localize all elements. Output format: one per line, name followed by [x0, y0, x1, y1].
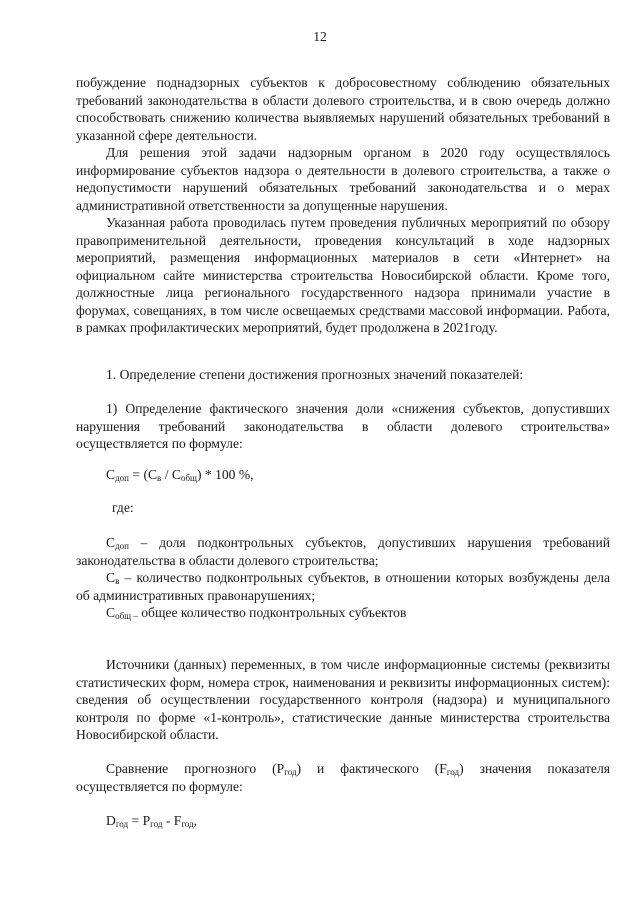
section-heading-1: 1. Определение степени достижения прогнозных значений показателей:: [106, 367, 524, 382]
where-label: где:: [112, 500, 134, 515]
page-number: 12: [313, 29, 327, 44]
paragraph-3: Указанная работа проводилась путем проведения публичных мероприятий по обзору правоприменительной деятельности, проведения консультаций в ходе надзорных мероприятий, размещения информационных материалов в сети «Интернет» на официальном сайте министерства строительства Новосибирской области. Кроме того, должностные лица регионального государственного надзора принимали участие в форумах, совещаниях, в том числе освещаемых средствами массовой информации. Работа, в рамках профилактических мероприятий, будет продолжена в 2021году.: [76, 215, 610, 335]
data-sources-paragraph: Источники (данных) переменных, в том числе информационные системы (реквизиты статистических форм, номера строк, наименования и реквизиты информационных систем): сведения об осуществлении государственного контроля (надзора) и муниципального контроля по форме «1-контроль», статистические данные министерства строительства Новосибирской области.: [76, 657, 610, 742]
paragraph-continuation: [76, 74, 610, 144]
paragraph-1: побуждение поднадзорных субъектов к добросовестному соблюдению обязательных требований законодательства в области долевого строительства, и в свою очередь должно способствовать снижению количества выявляемых нарушений обязательных требований в указанной сфере деятельности.: [76, 75, 610, 143]
definition-c-v: $С_в$ – количество подконтрольных субъектов, в отношении которых возбуждены дела об административных правонарушениях;: [76, 570, 610, 603]
comparison-paragraph: Сравнение прогнозного $(P_{год})$ и фактического $(F_{год})$ значения показателя осуществляется по формуле:: [76, 761, 610, 794]
formula-share: $С_{доп} = (С_в / С_{общ}) * 100$ %,: [106, 467, 254, 483]
subsection-1: 1) Определение фактического значения доли «снижения субъектов, допустивших нарушения требований законодательства в области долевого строительства» осуществляется по формуле:: [76, 401, 610, 451]
formula-deviation: $D_{год} = P_{год} - F_{год}$,: [106, 813, 198, 829]
paragraph-2: Для решения этой задачи надзорным органом в 2020 году осуществлялось информирование субъектов надзора о деятельности в долевого строительства, а также о недопустимости нарушений обязательных требований законодательства и о мерах административной ответственности за допущенные нарушения.: [76, 145, 610, 213]
definition-c-dop: $С_{доп}$ – доля подконтрольных субъектов, допустивших нарушения требований законодательства в области долевого строительства;: [76, 535, 610, 568]
definition-c-obsch: $С_{общ -}$ общее количество подконтрольных субъектов: [106, 605, 407, 621]
